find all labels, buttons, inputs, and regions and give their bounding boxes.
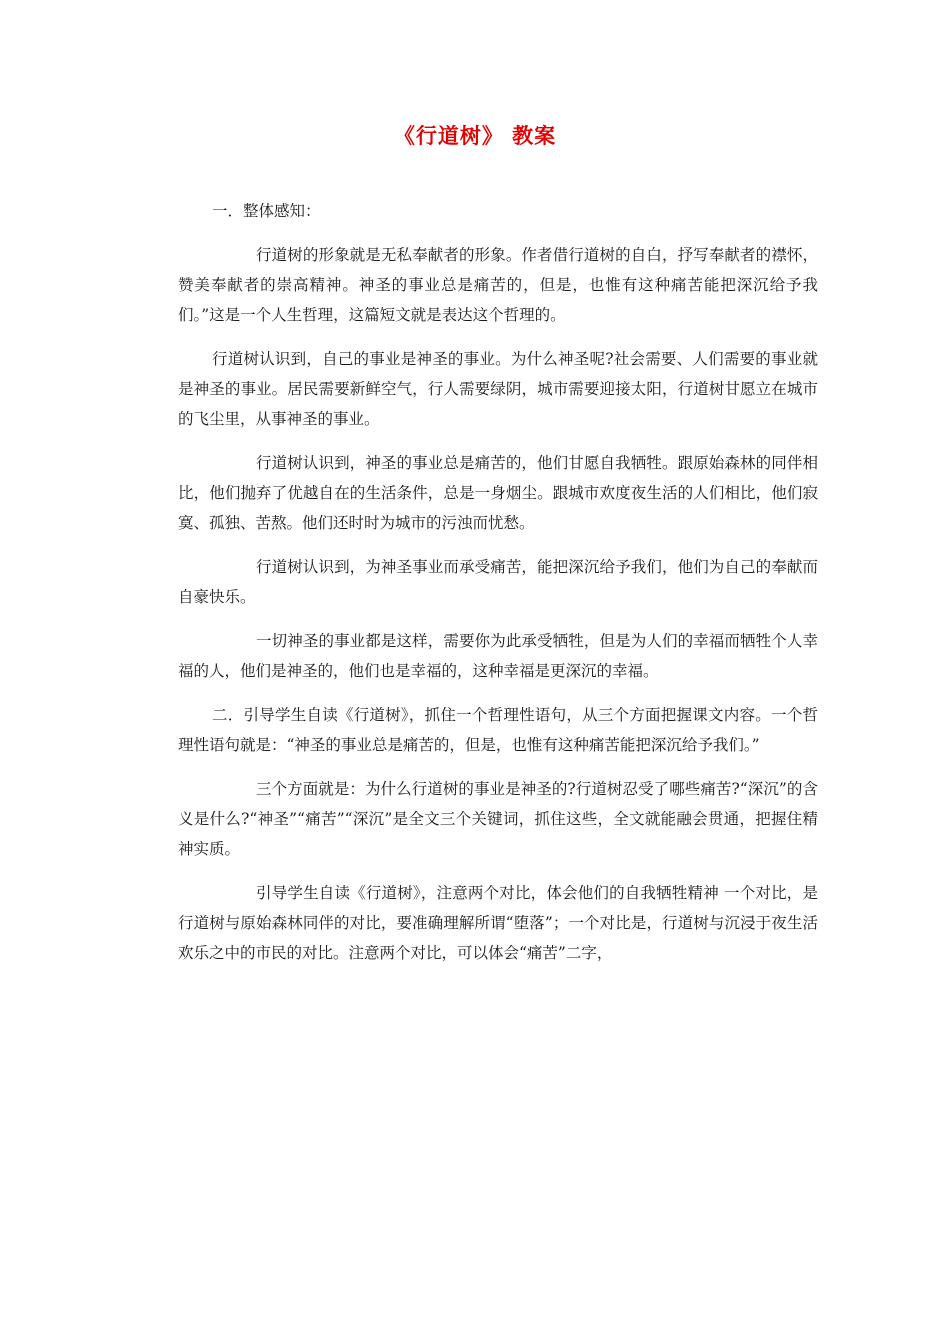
section-heading-1: 一．整体感知： [212,202,321,220]
paragraph: 行道树认识到，自己的事业是神圣的事业。为什么神圣呢?社会需要、人们需要的事业就是神圣的事业。居民需要新鲜空气，行人需要绿阴，城市需要迎接太阳，行道树甘愿立在城市的飞尘里，从事神圣的事业。 [178,350,818,428]
paragraph: 行道树的形象就是无私奉献者的形象。作者借行道树的自白，抒写奉献者的襟怀，赞美奉献者的崇高精神。神圣的事业总是痛苦的，但是，也惟有这种痛苦能把深沉给予我们。”这是一个人生哲理，这篇短文就是表达这个哲理的。 [178,246,818,324]
paragraph: 行道树认识到，神圣的事业总是痛苦的，他们甘愿自我牺牲。跟原始森林的同伴相比，他们抛弃了优越自在的生活条件，总是一身烟尘。跟城市欢度夜生活的人们相比，他们寂寞、孤独、苦熬。他们还时时为城市的污浊而忧愁。 [178,454,818,532]
paragraph: 三个方面就是：为什么行道树的事业是神圣的?行道树忍受了哪些痛苦?“深沉”的含义是什么?“神圣”“痛苦”“深沉”是全文三个关键词，抓住这些，全文就能融会贯通，把握住精神实质。 [178,780,818,858]
document-body [178,196,818,982]
paragraph: 行道树认识到，为神圣事业而承受痛苦，能把深沉给予我们，他们为自己的奉献而自豪快乐。 [178,558,818,606]
section-heading-2: 二．引导学生自读《行道树》，抓住一个哲理性语句，从三个方面把握课文内容。一个哲理性语句就是：“神圣的事业总是痛苦的，但是，也惟有这种痛苦能把深沉给予我们。” [178,706,818,754]
paragraph: 引导学生自读《行道树》，注意两个对比，体会他们的自我牺牲精神 一个对比，是行道树与原始森林同伴的对比，要准确理解所谓“堕落”；一个对比是，行道树与沉浸于夜生活欢乐之中的市民的对比。注意两个对比，可以体会“痛苦”二字， [178,884,818,962]
paragraph: 一切神圣的事业都是这样，需要你为此承受牺牲，但是为人们的幸福而牺牲个人幸福的人，他们是神圣的，他们也是幸福的，这种幸福是更深沉的幸福。 [178,632,818,680]
document-title: 《行道树》 教案 [393,123,557,148]
